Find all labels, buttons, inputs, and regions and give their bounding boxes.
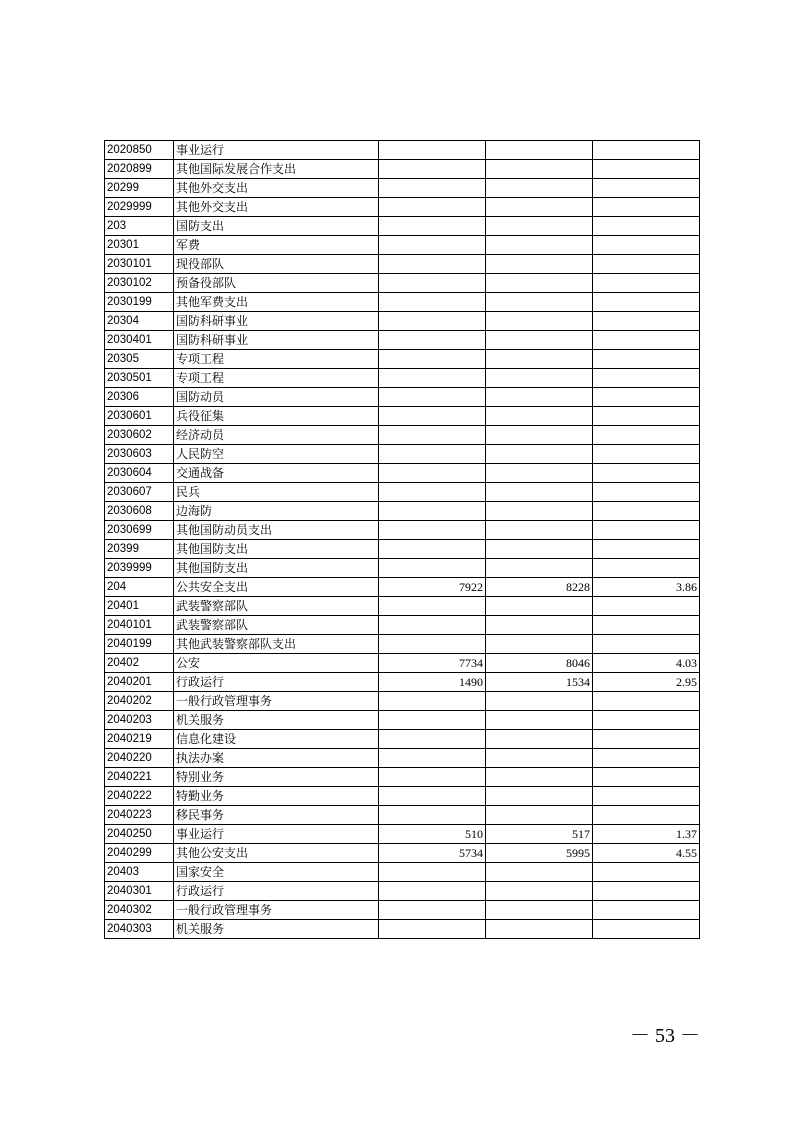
name-cell: 公安 (174, 654, 379, 673)
value-cell: 1.37 (593, 825, 700, 844)
value-cell: 5734 (379, 844, 486, 863)
name-cell: 其他外交支出 (174, 198, 379, 217)
name-cell: 专项工程 (174, 369, 379, 388)
name-cell: 军费 (174, 236, 379, 255)
code-cell: 2040203 (105, 711, 174, 730)
name-cell: 信息化建设 (174, 730, 379, 749)
code-cell: 204 (105, 578, 174, 597)
value-cell (486, 730, 593, 749)
table-row (105, 844, 700, 863)
value-cell (379, 274, 486, 293)
value-cell (486, 464, 593, 483)
value-cell (486, 426, 593, 445)
table-row (105, 293, 700, 312)
value-cell (486, 312, 593, 331)
value-cell (593, 217, 700, 236)
value-cell (486, 445, 593, 464)
value-cell (593, 388, 700, 407)
name-cell: 国防科研事业 (174, 312, 379, 331)
table-row (105, 540, 700, 559)
value-cell (379, 559, 486, 578)
table-row (105, 274, 700, 293)
code-cell: 2030608 (105, 502, 174, 521)
value-cell (593, 445, 700, 464)
code-cell: 2040223 (105, 806, 174, 825)
code-cell: 2030101 (105, 255, 174, 274)
name-cell: 其他军费支出 (174, 293, 379, 312)
value-cell (593, 464, 700, 483)
value-cell: 2.95 (593, 673, 700, 692)
value-cell: 517 (486, 825, 593, 844)
code-cell: 2040250 (105, 825, 174, 844)
value-cell (379, 711, 486, 730)
code-cell: 20299 (105, 179, 174, 198)
value-cell (593, 293, 700, 312)
value-cell: 5995 (486, 844, 593, 863)
code-cell: 20305 (105, 350, 174, 369)
value-cell (379, 141, 486, 160)
value-cell (486, 901, 593, 920)
value-cell (593, 331, 700, 350)
value-cell: 4.55 (593, 844, 700, 863)
name-cell: 行政运行 (174, 882, 379, 901)
value-cell (379, 350, 486, 369)
value-cell: 1490 (379, 673, 486, 692)
value-cell (379, 464, 486, 483)
table-row (105, 179, 700, 198)
value-cell (379, 331, 486, 350)
value-cell (486, 711, 593, 730)
value-cell (379, 901, 486, 920)
code-cell: 2020899 (105, 160, 174, 179)
name-cell: 事业运行 (174, 141, 379, 160)
value-cell (593, 749, 700, 768)
value-cell (379, 616, 486, 635)
code-cell: 2030501 (105, 369, 174, 388)
value-cell (486, 274, 593, 293)
value-cell (593, 768, 700, 787)
table-row (105, 730, 700, 749)
table-row (105, 217, 700, 236)
name-cell: 国防支出 (174, 217, 379, 236)
value-cell (486, 920, 593, 939)
code-cell: 2030699 (105, 521, 174, 540)
code-cell: 2020850 (105, 141, 174, 160)
value-cell (379, 293, 486, 312)
table-row (105, 464, 700, 483)
name-cell: 现役部队 (174, 255, 379, 274)
value-cell: 510 (379, 825, 486, 844)
value-cell (379, 635, 486, 654)
name-cell: 执法办案 (174, 749, 379, 768)
value-cell (486, 331, 593, 350)
code-cell: 2030601 (105, 407, 174, 426)
code-cell: 20403 (105, 863, 174, 882)
value-cell (593, 236, 700, 255)
table-row (105, 236, 700, 255)
value-cell (593, 274, 700, 293)
table-row (105, 350, 700, 369)
value-cell (486, 350, 593, 369)
name-cell: 交通战备 (174, 464, 379, 483)
value-cell (593, 882, 700, 901)
code-cell: 2040201 (105, 673, 174, 692)
value-cell: 4.03 (593, 654, 700, 673)
table-row (105, 483, 700, 502)
name-cell: 其他武装警察部队支出 (174, 635, 379, 654)
value-cell: 7734 (379, 654, 486, 673)
value-cell (379, 692, 486, 711)
value-cell (593, 559, 700, 578)
name-cell: 其他国防动员支出 (174, 521, 379, 540)
value-cell (593, 426, 700, 445)
name-cell: 民兵 (174, 483, 379, 502)
value-cell (486, 787, 593, 806)
table-row (105, 426, 700, 445)
table-row (105, 787, 700, 806)
table-row (105, 692, 700, 711)
name-cell: 国防动员 (174, 388, 379, 407)
table-row (105, 312, 700, 331)
name-cell: 其他国防支出 (174, 540, 379, 559)
value-cell (379, 787, 486, 806)
name-cell: 兵役征集 (174, 407, 379, 426)
table-row (105, 597, 700, 616)
name-cell: 一般行政管理事务 (174, 692, 379, 711)
name-cell: 国防科研事业 (174, 331, 379, 350)
value-cell (379, 597, 486, 616)
value-cell (486, 255, 593, 274)
table-row (105, 407, 700, 426)
table-row (105, 160, 700, 179)
code-cell: 20301 (105, 236, 174, 255)
value-cell (486, 806, 593, 825)
code-cell: 2030401 (105, 331, 174, 350)
table-row (105, 635, 700, 654)
table-row (105, 654, 700, 673)
name-cell: 公共安全支出 (174, 578, 379, 597)
table-row (105, 806, 700, 825)
value-cell (593, 160, 700, 179)
value-cell (486, 407, 593, 426)
name-cell: 机关服务 (174, 920, 379, 939)
value-cell (486, 293, 593, 312)
value-cell (486, 141, 593, 160)
code-cell: 203 (105, 217, 174, 236)
name-cell: 其他外交支出 (174, 179, 379, 198)
value-cell (593, 483, 700, 502)
value-cell (593, 141, 700, 160)
value-cell (593, 350, 700, 369)
name-cell: 其他公安支出 (174, 844, 379, 863)
value-cell (593, 521, 700, 540)
code-cell: 2040222 (105, 787, 174, 806)
value-cell (593, 255, 700, 274)
table-row (105, 559, 700, 578)
code-cell: 2040302 (105, 901, 174, 920)
code-cell: 2030602 (105, 426, 174, 445)
value-cell (593, 635, 700, 654)
value-cell (486, 521, 593, 540)
value-cell (486, 502, 593, 521)
value-cell: 1534 (486, 673, 593, 692)
code-cell: 20306 (105, 388, 174, 407)
value-cell (486, 198, 593, 217)
value-cell (379, 730, 486, 749)
page-number: － 53 － (630, 1025, 700, 1047)
table-row (105, 768, 700, 787)
name-cell: 移民事务 (174, 806, 379, 825)
value-cell (379, 312, 486, 331)
value-cell (379, 236, 486, 255)
table-row (105, 825, 700, 844)
value-cell (593, 730, 700, 749)
value-cell (593, 787, 700, 806)
value-cell (486, 749, 593, 768)
table-row (105, 521, 700, 540)
value-cell (379, 768, 486, 787)
name-cell: 一般行政管理事务 (174, 901, 379, 920)
value-cell (379, 882, 486, 901)
value-cell: 7922 (379, 578, 486, 597)
value-cell (379, 407, 486, 426)
value-cell (486, 483, 593, 502)
value-cell (593, 863, 700, 882)
value-cell (379, 806, 486, 825)
name-cell: 预备役部队 (174, 274, 379, 293)
code-cell: 2040220 (105, 749, 174, 768)
value-cell (379, 540, 486, 559)
value-cell (593, 597, 700, 616)
code-cell: 2040301 (105, 882, 174, 901)
value-cell: 8228 (486, 578, 593, 597)
table-row (105, 749, 700, 768)
value-cell (486, 160, 593, 179)
name-cell: 特别业务 (174, 768, 379, 787)
value-cell (379, 179, 486, 198)
value-cell (593, 540, 700, 559)
value-cell (486, 217, 593, 236)
name-cell: 特勤业务 (174, 787, 379, 806)
value-cell (593, 901, 700, 920)
code-cell: 20401 (105, 597, 174, 616)
value-cell (593, 920, 700, 939)
name-cell: 其他国防支出 (174, 559, 379, 578)
value-cell (486, 236, 593, 255)
name-cell: 行政运行 (174, 673, 379, 692)
table-row (105, 198, 700, 217)
code-cell: 2030607 (105, 483, 174, 502)
value-cell (379, 483, 486, 502)
name-cell: 其他国际发展合作支出 (174, 160, 379, 179)
value-cell (486, 882, 593, 901)
value-cell (593, 616, 700, 635)
value-cell (593, 312, 700, 331)
table-row (105, 369, 700, 388)
code-cell: 2040202 (105, 692, 174, 711)
budget-table (104, 140, 700, 939)
value-cell (486, 692, 593, 711)
table-row (105, 255, 700, 274)
value-cell (593, 369, 700, 388)
table-row (105, 331, 700, 350)
value-cell (486, 597, 593, 616)
value-cell (379, 502, 486, 521)
code-cell: 2040221 (105, 768, 174, 787)
table-row (105, 673, 700, 692)
name-cell: 人民防空 (174, 445, 379, 464)
code-cell: 2040299 (105, 844, 174, 863)
table-row (105, 616, 700, 635)
table-row (105, 578, 700, 597)
code-cell: 2030603 (105, 445, 174, 464)
code-cell: 2030199 (105, 293, 174, 312)
value-cell (486, 559, 593, 578)
value-cell (486, 369, 593, 388)
code-cell: 2030604 (105, 464, 174, 483)
table-row (105, 863, 700, 882)
value-cell (593, 806, 700, 825)
code-cell: 2029999 (105, 198, 174, 217)
code-cell: 2040219 (105, 730, 174, 749)
name-cell: 武装警察部队 (174, 597, 379, 616)
code-cell: 20402 (105, 654, 174, 673)
table-body (105, 141, 700, 939)
value-cell (593, 198, 700, 217)
table-row (105, 141, 700, 160)
value-cell (379, 920, 486, 939)
value-cell (593, 692, 700, 711)
code-cell: 20304 (105, 312, 174, 331)
value-cell (379, 198, 486, 217)
table-row (105, 882, 700, 901)
value-cell (593, 179, 700, 198)
name-cell: 边海防 (174, 502, 379, 521)
value-cell (593, 502, 700, 521)
value-cell (379, 426, 486, 445)
code-cell: 20399 (105, 540, 174, 559)
name-cell: 武装警察部队 (174, 616, 379, 635)
code-cell: 2030102 (105, 274, 174, 293)
table-row (105, 711, 700, 730)
value-cell (486, 635, 593, 654)
value-cell (379, 445, 486, 464)
value-cell (379, 749, 486, 768)
name-cell: 事业运行 (174, 825, 379, 844)
value-cell: 8046 (486, 654, 593, 673)
name-cell: 国家安全 (174, 863, 379, 882)
name-cell: 机关服务 (174, 711, 379, 730)
value-cell (379, 388, 486, 407)
value-cell (486, 768, 593, 787)
code-cell: 2040199 (105, 635, 174, 654)
value-cell (379, 255, 486, 274)
value-cell: 3.86 (593, 578, 700, 597)
value-cell (379, 521, 486, 540)
code-cell: 2040303 (105, 920, 174, 939)
value-cell (486, 388, 593, 407)
code-cell: 2039999 (105, 559, 174, 578)
value-cell (593, 407, 700, 426)
name-cell: 经济动员 (174, 426, 379, 445)
name-cell: 专项工程 (174, 350, 379, 369)
value-cell (486, 616, 593, 635)
value-cell (593, 711, 700, 730)
code-cell: 2040101 (105, 616, 174, 635)
value-cell (379, 217, 486, 236)
table-row (105, 901, 700, 920)
value-cell (486, 540, 593, 559)
value-cell (379, 369, 486, 388)
value-cell (379, 863, 486, 882)
value-cell (486, 863, 593, 882)
table-row (105, 388, 700, 407)
table-row (105, 920, 700, 939)
value-cell (486, 179, 593, 198)
table-row (105, 445, 700, 464)
table-row (105, 502, 700, 521)
value-cell (379, 160, 486, 179)
